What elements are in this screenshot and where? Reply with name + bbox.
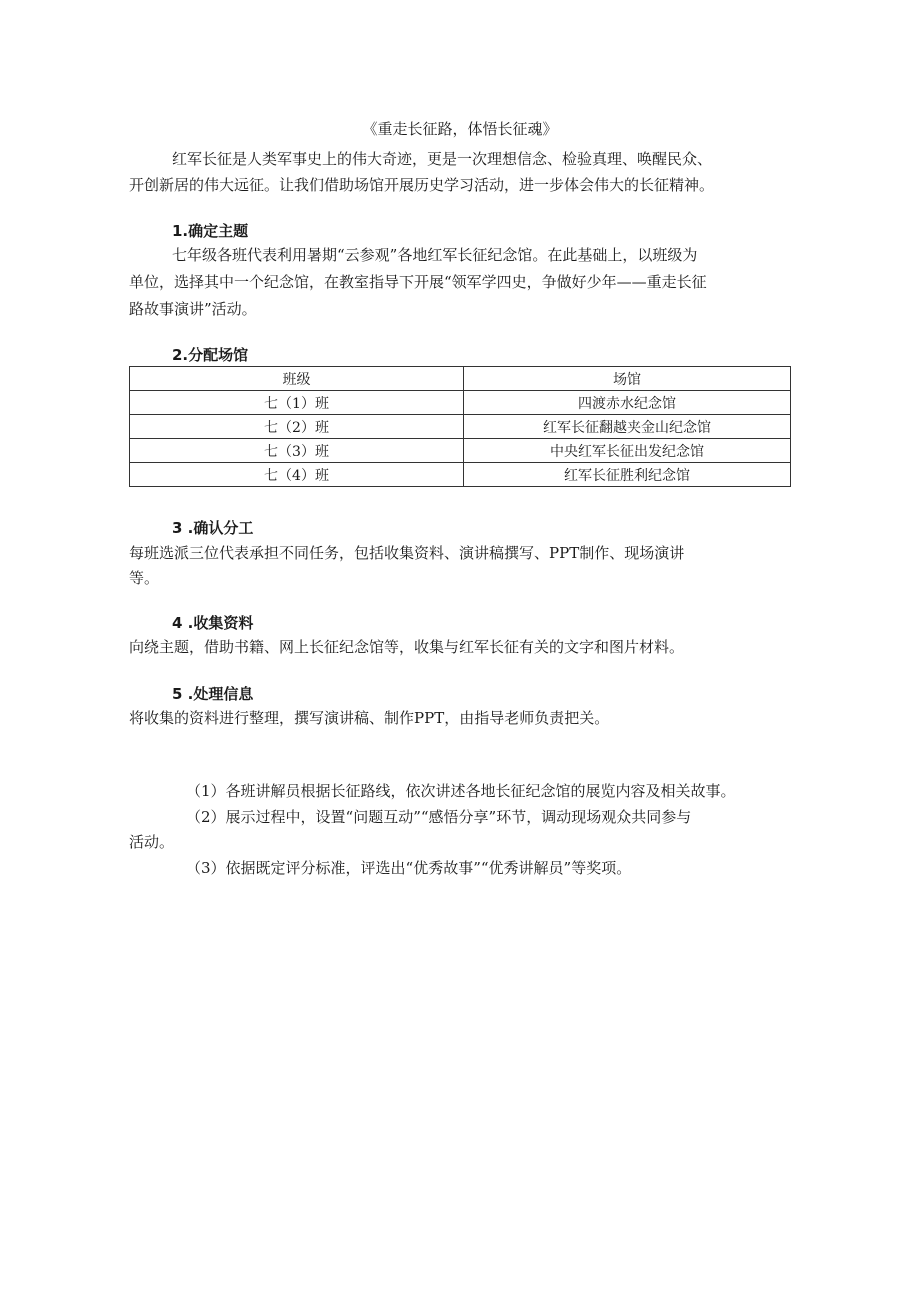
section-4-line-1: 向绕主题，借助书籍、网上长征纪念馆等，收集与红军长征有关的文字和图片材料。: [129, 638, 685, 656]
class-cell: 七（4）班: [130, 463, 464, 487]
section-1-line-3: 路故事演讲”活动。: [129, 300, 257, 318]
section-3-line-1: 每班选派三位代表承担不同任务，包括收集资料、演讲稿撰写、PPT制作、现场演讲: [129, 544, 685, 562]
section-5-line-1: 将收集的资料进行整理，撰写演讲稿、制作PPT，由指导老师负责把关。: [129, 709, 610, 727]
step-2-continued: 活动。: [129, 833, 175, 851]
intro-line-2: 开创新居的伟大远征。让我们借助场馆开展历史学习活动，进一步体会伟大的长征精神。: [129, 176, 715, 194]
venue-cell: 红军长征翻越夹金山纪念馆: [464, 415, 791, 439]
step-1: （1）各班讲解员根据长征路线，依次讲述各地长征纪念馆的展览内容及相关故事。: [186, 782, 736, 800]
table-header-row: [130, 367, 791, 391]
table-row: [130, 391, 791, 415]
section-1-line-1: 七年级各班代表利用暑期“云参观”各地红军长征纪念馆。在此基础上，以班级为: [172, 246, 698, 264]
section-2-heading: 2.分配场馆: [172, 346, 249, 364]
class-cell: 七（3）班: [130, 439, 464, 463]
section-1-heading: 1.确定主题: [172, 222, 249, 240]
venue-cell: 中央红军长征出发纪念馆: [464, 439, 791, 463]
section-1-line-2: 单位，选择其中一个纪念馆，在教室指导下开展“领军学四史，争做好少年——重走长征: [129, 273, 707, 291]
document-title: 《重走长征路，体悟长征魂》: [362, 120, 558, 138]
intro-line-1: 红军长征是人类军事史上的伟大奇迹，更是一次理想信念、检验真理、唤醒民众、: [172, 150, 713, 168]
venue-table: [129, 366, 791, 487]
section-3-heading: 3 .确认分工: [172, 519, 254, 537]
venue-cell: 四渡赤水纪念馆: [464, 391, 791, 415]
class-cell: 七（1）班: [130, 391, 464, 415]
section-3-line-2: 等。: [129, 569, 160, 587]
step-2: （2）展示过程中，设置“问题互动”“感悟分享”环节，调动现场观众共同参与: [186, 808, 692, 826]
table-row: [130, 415, 791, 439]
header-class: 班级: [130, 367, 464, 391]
table-row: [130, 463, 791, 487]
section-4-heading: 4 .收集资料: [172, 614, 254, 632]
venue-cell: 红军长征胜利纪念馆: [464, 463, 791, 487]
class-cell: 七（2）班: [130, 415, 464, 439]
section-5-heading: 5 .处理信息: [172, 685, 254, 703]
header-venue: 场馆: [464, 367, 791, 391]
step-3: （3）依据既定评分标准，评选出“优秀故事”“优秀讲解员”等奖项。: [186, 859, 632, 877]
table-row: [130, 439, 791, 463]
